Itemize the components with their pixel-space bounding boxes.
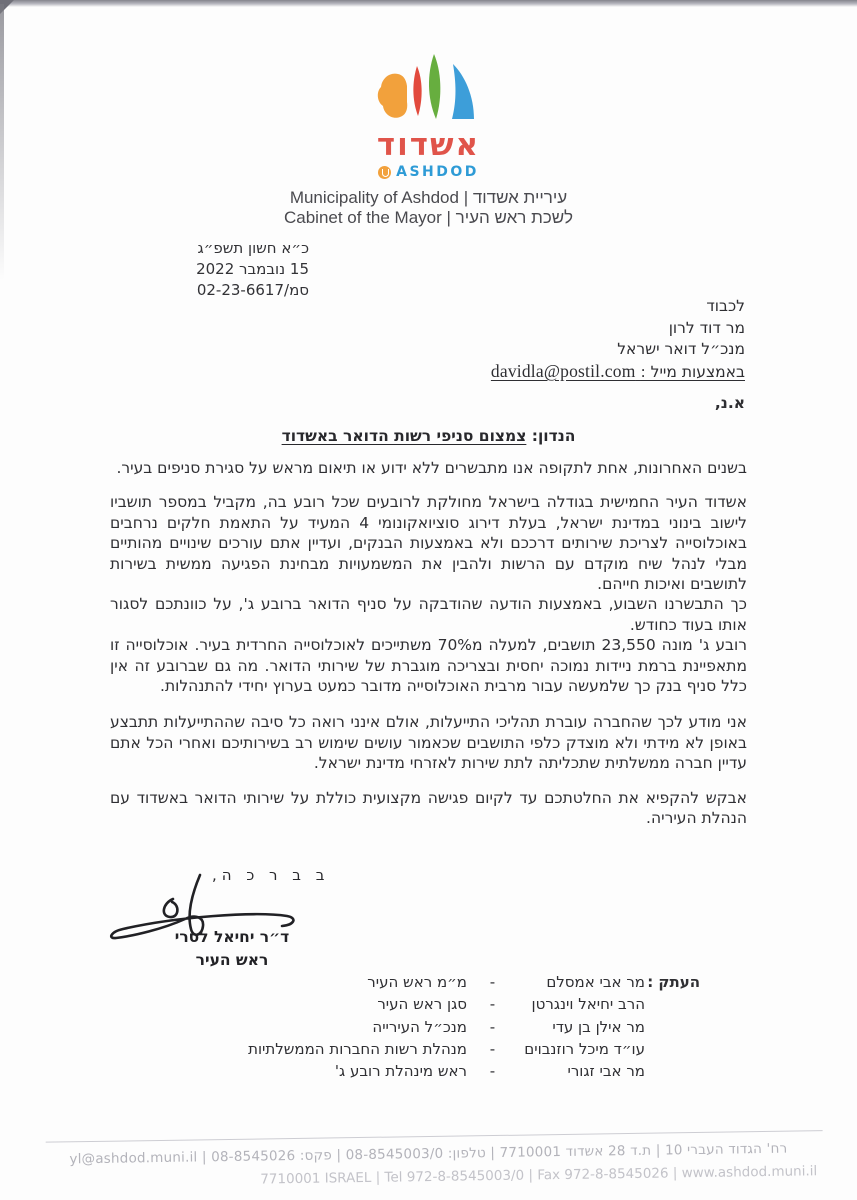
subject-label: הנדון: <box>531 427 576 445</box>
subject-line <box>0 427 857 445</box>
logo-city-name-hebrew: אשדוד <box>376 127 481 163</box>
cc-row <box>230 993 700 1015</box>
greeting: א.נ, <box>714 394 745 412</box>
letter-footer <box>0 1130 857 1192</box>
cc-name: מר אבי זגורי <box>567 1062 645 1081</box>
org-line-municipality: Municipality of Ashdod | עיריית אשדוד <box>289 188 568 207</box>
org-line-cabinet: Cabinet of the Mayor | לשכת ראש העיר <box>283 208 574 228</box>
recipient-via-email-line <box>491 361 745 384</box>
footer-contact-english: 7710001 ISRAEL | Tel 972-8-8545003/0 | Fax 972-8-8545026 | www.ashdod.muni.il <box>260 1163 818 1188</box>
paragraph-5: אני מודע לכך שהחברה עוברת תהליכי התייעלות, אולם אינני רואה כל סיבה שההתייעלות תתבצע באופן לא מידתי ולא מוצדק כלפי התושבים שכאמור עושים שימוש רב בשירותיכם ואחרי הכל אתם עדיין חברה ממשלתית שתכליתה לתת שירות לאזרחי מדינת ישראל. <box>110 713 747 773</box>
cc-role: סגן ראש העיר <box>377 995 467 1014</box>
cc-row <box>230 1060 700 1082</box>
cc-dash: - <box>489 1017 496 1036</box>
letter-body <box>110 458 747 829</box>
cc-name: עו״ד מיכל רוזנבוים <box>524 1039 645 1058</box>
recipient-email: davidla@postil.com <box>490 360 636 381</box>
signer-name: ד״ר יחיאל לסרי <box>174 928 290 946</box>
paragraph-3: כך התבשרנו השבוע, באמצעות הודעה שהודבקה על סניף הדואר ברובע ג', על כוונתכם לסגור אותו בעוד כחודש. <box>110 595 747 634</box>
cc-name: מר אבי אמסלם <box>546 973 645 991</box>
cc-role: מנכ״ל העירייה <box>372 1017 467 1036</box>
cc-dash: - <box>489 1039 496 1058</box>
cc-name: מר אילן בן עדי <box>552 1017 645 1036</box>
cc-dash: - <box>489 973 496 991</box>
paragraph-6: אבקש להקפיא את החלטתכם עד לקיום פגישה מקצועית כוללת על שירותי הדואר באשדוד עם הנהלת העיריה. <box>110 788 747 828</box>
signer-role: ראש העיר <box>195 951 269 969</box>
recipient-title: מנכ״ל דואר ישראל <box>617 340 745 358</box>
cc-row <box>230 1038 700 1060</box>
paragraph-4: רובע ג' מונה 23,550 תושבים, למעלה מ70% משתייכים לאוכלוסייה החרדית בעיר. אוכלוסייה זו מתאפיינת ברמת ניידות נמוכה יחסית ובצריכה מוגברת של שירותי הדואר. מה גם שברובע זה אין כלל סניף בנק כך שלמעשה עבור מרבית האוכלוסייה מדובר כמעט בערוץ יחידי להתנהלות. <box>110 636 747 696</box>
cc-dash: - <box>489 995 496 1014</box>
reference-number: סמ/02-23-6617 <box>196 281 309 299</box>
cc-role: מ״מ ראש העיר <box>367 973 467 991</box>
menorah-emblem-icon <box>378 166 391 179</box>
ashdod-logo-icon <box>368 52 490 128</box>
paragraph-1: בשנים האחרונות, אחת לתקופה אנו מתבשרים ללא ידוע או תיאום מראש על סגירת סניפים בעיר. <box>116 459 747 477</box>
scan-top-edge <box>0 0 857 7</box>
cc-row <box>230 1016 700 1038</box>
subject-text: צמצום סניפי רשות הדואר באשדוד <box>281 427 527 445</box>
footer-contact-hebrew: רח' הגדוד העברי 10 | ת.ד 28 אשדוד 7710001 | טלפון: 08-8545003/0 | פקס: 08-8545026 | yl@ashdod.muni.il <box>69 1140 788 1168</box>
hebrew-date: כ״א חשון תשפ״ג <box>197 239 309 257</box>
cc-row <box>230 971 700 993</box>
logo-city-name-english: ASHDOD <box>396 164 479 180</box>
cc-dash: - <box>489 1062 496 1081</box>
cc-role: מנהלת רשות החברות הממשלתיות <box>248 1039 467 1058</box>
recipient-salutation: לכבוד <box>706 297 745 315</box>
cc-name: הרב יחיאל וינגרטן <box>531 995 645 1014</box>
recipient-name: מר דוד לרון <box>668 318 745 337</box>
paragraph-2: אשדוד העיר החמישית בגודלה בישראל מחולקת לרובעים שכל רובע בה, מקביל במספר תושביו לישוב בינוני במדינת ישראל, בעלת דירוג סוציואקונומי 4 המעיד על התאמת חלקים נרחבים באוכלוסייה לצריכת שירותים דרככם ולא באמצעות הבנקים, ועדיין אתם עורכים שינויים מהותיים מבלי לנהל שיח מוקדם עם הרשות ולהבין את המשמעויות מבחינת הפגיעה ממשית בשירות לתושבים ואיכות חייהם. <box>110 493 747 594</box>
cc-role: ראש מינהלת רובע ג' <box>334 1062 467 1081</box>
cc-label: העתק : <box>647 973 700 991</box>
footer-divider <box>46 1130 823 1143</box>
letterhead <box>0 52 857 228</box>
recipient-block <box>491 296 745 383</box>
cc-list <box>230 971 700 1082</box>
via-email-label: באמצעות מייל : <box>640 362 745 381</box>
gregorian-date: 15 נובמבר 2022 <box>196 260 309 278</box>
date-reference-block <box>135 238 309 301</box>
closing-salutation: ב ב ר כ ה, <box>212 866 330 884</box>
